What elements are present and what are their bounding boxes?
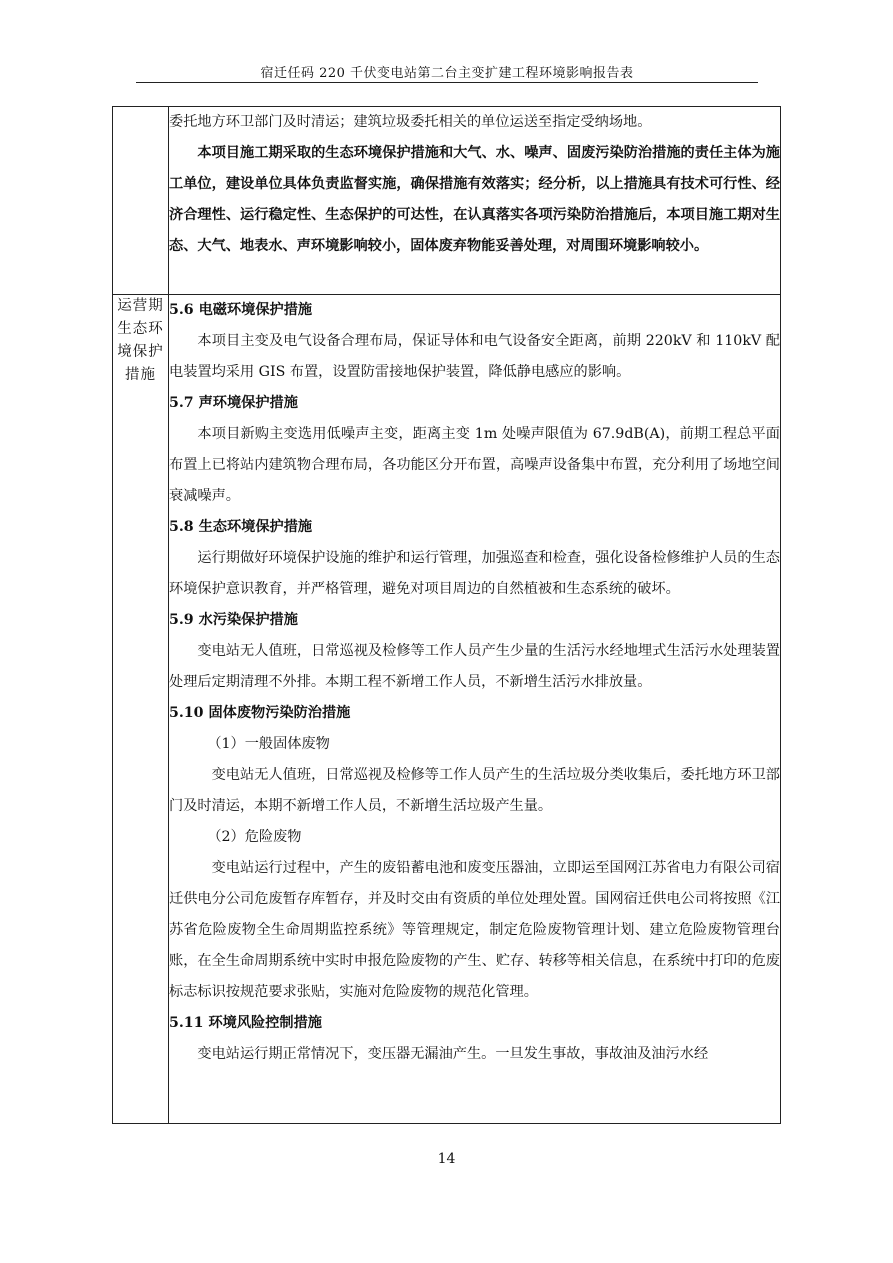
paragraph: 变电站无人值班，日常巡视及检修等工作人员产生少量的生活污水经地埋式生活污水处理装置处理后定期清理不外排。本期工程不新增工作人员，不新增生活污水排放量。 — [169, 643, 780, 690]
paragraph: 委托地方环卫部门及时清运；建筑垃圾委托相关的单位运送至指定受纳场地。 — [169, 114, 652, 130]
section-heading: 5.9 水污染保护措施 — [169, 612, 298, 628]
section-heading: 5.10 固体废物污染防治措施 — [169, 705, 351, 721]
section-heading: 5.6 电磁环境保护措施 — [169, 302, 313, 318]
page-number: 14 — [437, 1151, 456, 1167]
label-cell-empty — [113, 107, 169, 295]
paragraph: 变电站无人值班，日常巡视及检修等工作人员产生的生活垃圾分类收集后，委托地方环卫部门及时清运，本期不新增工作人员，不新增生活垃圾产生量。 — [169, 767, 780, 814]
row-label-line: 运营期 — [117, 298, 164, 314]
paragraph: 变电站运行过程中，产生的废铅蓄电池和废变压器油，立即运至国网江苏省电力有限公司宿迁供电分公司危废暂存库暂存，并及时交由有资质的单位处理处置。国网宿迁供电公司将按照《江苏省危险废物全生命周期监控系统》等管理规定，制定危险废物管理计划、建立危险废物管理台账，在全生命周期系统中实时申报危险废物的产生、贮存、转移等相关信息，在系统中打印的危废标志标识按规范要求张贴，实施对危险废物的规范化管理。 — [169, 860, 780, 1000]
table-row — [113, 295, 781, 1124]
row-label-line: 措施 — [125, 367, 156, 383]
table-row — [113, 107, 781, 295]
subsection-heading: （2）危险废物 — [207, 829, 302, 845]
row-label-line: 境保护 — [117, 344, 164, 360]
paragraph: 本项目新购主变选用低噪声主变，距离主变 1m 处噪声限值为 67.9dB(A)，前期工程总平面布置上已将站内建筑物合理布局，各功能区分开布置，高噪声设备集中布置，充分利用了场地空间衰减噪声。 — [169, 426, 780, 504]
section-heading: 5.8 生态环境保护措施 — [169, 519, 313, 535]
content-cell-operation — [169, 295, 781, 1124]
content-cell-construction — [169, 107, 781, 295]
paragraph-conclusion: 本项目施工期采取的生态环境保护措施和大气、水、噪声、固废污染防治措施的责任主体为施工单位，建设单位具体负责监督实施，确保措施有效落实；经分析，以上措施具有技术可行性、经济合理性、运行稳定性、生态保护的可达性，在认真落实各项污染防治措施后，本项目施工期对生态、大气、地表水、声环境影响较小，固体废弃物能妥善处理，对周围环境影响较小。 — [169, 145, 780, 254]
section-heading: 5.11 环境风险控制措施 — [169, 1015, 322, 1031]
subsection-heading: （1）一般固体废物 — [207, 736, 330, 752]
page-header: 宿迁任码 220 千伏变电站第二台主变扩建工程环境影响报告表 — [260, 66, 634, 81]
header-divider — [136, 82, 758, 83]
paragraph: 变电站运行期正常情况下，变压器无漏油产生。一旦发生事故，事故油及油污水经 — [197, 1046, 709, 1062]
measures-table — [112, 106, 781, 1124]
row-label-line: 生态环 — [117, 321, 164, 337]
section-heading: 5.7 声环境保护措施 — [169, 395, 298, 411]
paragraph: 本项目主变及电气设备合理布局，保证导体和电气设备安全距离，前期 220kV 和 110kV 配电装置均采用 GIS 布置，设置防雷接地保护装置，降低静电感应的影响。 — [169, 333, 780, 380]
row-label — [113, 295, 169, 1124]
paragraph: 运行期做好环境保护设施的维护和运行管理，加强巡查和检查，强化设备检修维护人员的生态环境保护意识教育，并严格管理，避免对项目周边的自然植被和生态系统的破坏。 — [169, 550, 780, 597]
